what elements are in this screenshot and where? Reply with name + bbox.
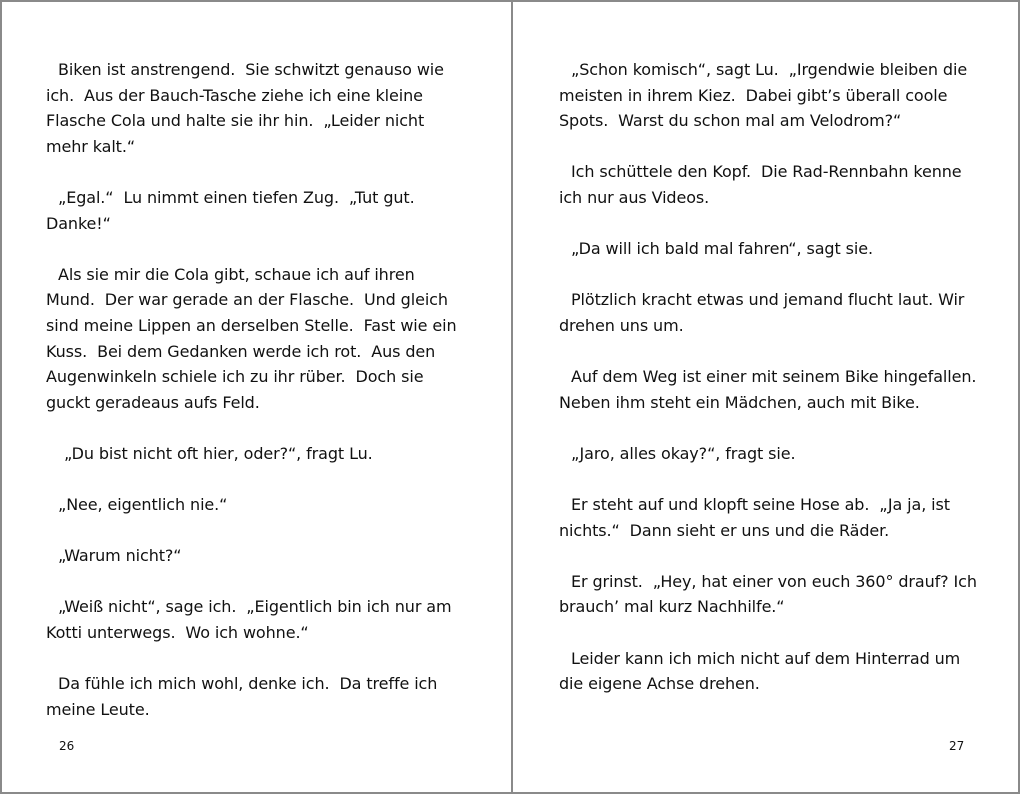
page-number-right: 27 [949, 739, 965, 753]
paragraph: „Weiß nicht“, sage ich. „Eigentlich bin ich nur am Kotti unterwegs. Wo ich wohne.“ [46, 597, 457, 643]
left-page [2, 2, 510, 792]
paragraph: „Egal.“ Lu nimmt einen tiefen Zug. „Tut gut. Danke!“ [46, 187, 420, 233]
paragraph: Auf dem Weg ist einer mit seinem Bike hingefallen. Neben ihm steht ein Mädchen, auch mit Bike. [559, 367, 982, 412]
right-page [513, 2, 1020, 792]
paragraph: Ich schüttele den Kopf. Die Rad-Rennbahn kenne ich nur aus Videos. [559, 162, 967, 207]
paragraph: „Nee, eigentlich nie.“ [58, 495, 228, 515]
page-number-left: 26 [59, 739, 75, 753]
paragraph: „Du bist nicht oft hier, oder?“, fragt Lu. [64, 443, 373, 463]
paragraph: Biken ist anstrengend. Sie schwitzt genauso wie ich. Aus der Bauch-Tasche ziehe ich eine kleine Flasche Cola und halte sie ihr hin. „Leider nicht mehr kalt.“ [46, 60, 449, 156]
paragraph: Plötzlich kracht etwas und jemand flucht laut. Wir drehen uns um. [559, 290, 970, 335]
paragraph: Leider kann ich mich nicht auf dem Hinterrad um die eigene Achse drehen. [559, 648, 966, 694]
paragraph: Als sie mir die Cola gibt, schaue ich auf ihren Mund. Der war gerade an der Flasche. Und gleich sind meine Lippen an derselben Stelle. Fast wie ein Kuss. Bei dem Gedanken werde ich rot. Aus den Augenwinkeln schiele ich zu ihr rüber. Doch sie guckt geradeaus aufs Feld. [46, 264, 462, 412]
paragraph: „Jaro, alles okay?“, fragt sie. [571, 443, 796, 463]
paragraph: „Warum nicht?“ [58, 546, 182, 566]
paragraph: „Schon komisch“, sagt Lu. „Irgendwie bleiben die meisten in ihrem Kiez. Dabei gibt’s überall coole Spots. Warst du schon mal am Velodrom?“ [559, 60, 973, 131]
paragraph: Er grinst. „Hey, hat einer von euch 360° drauf? Ich brauch’ mal kurz Nachhilfe.“ [559, 571, 982, 617]
paragraph: „Da will ich bald mal fahren“, sagt sie. [571, 239, 873, 259]
paragraph: Da fühle ich mich wohl, denke ich. Da treffe ich meine Leute. [46, 674, 443, 719]
right-page-text [559, 57, 982, 722]
paragraph: Er steht auf und klopft seine Hose ab. „Ja ja, ist nichts.“ Dann sieht er uns und die Räder. [559, 495, 955, 540]
left-page-text [46, 57, 466, 748]
